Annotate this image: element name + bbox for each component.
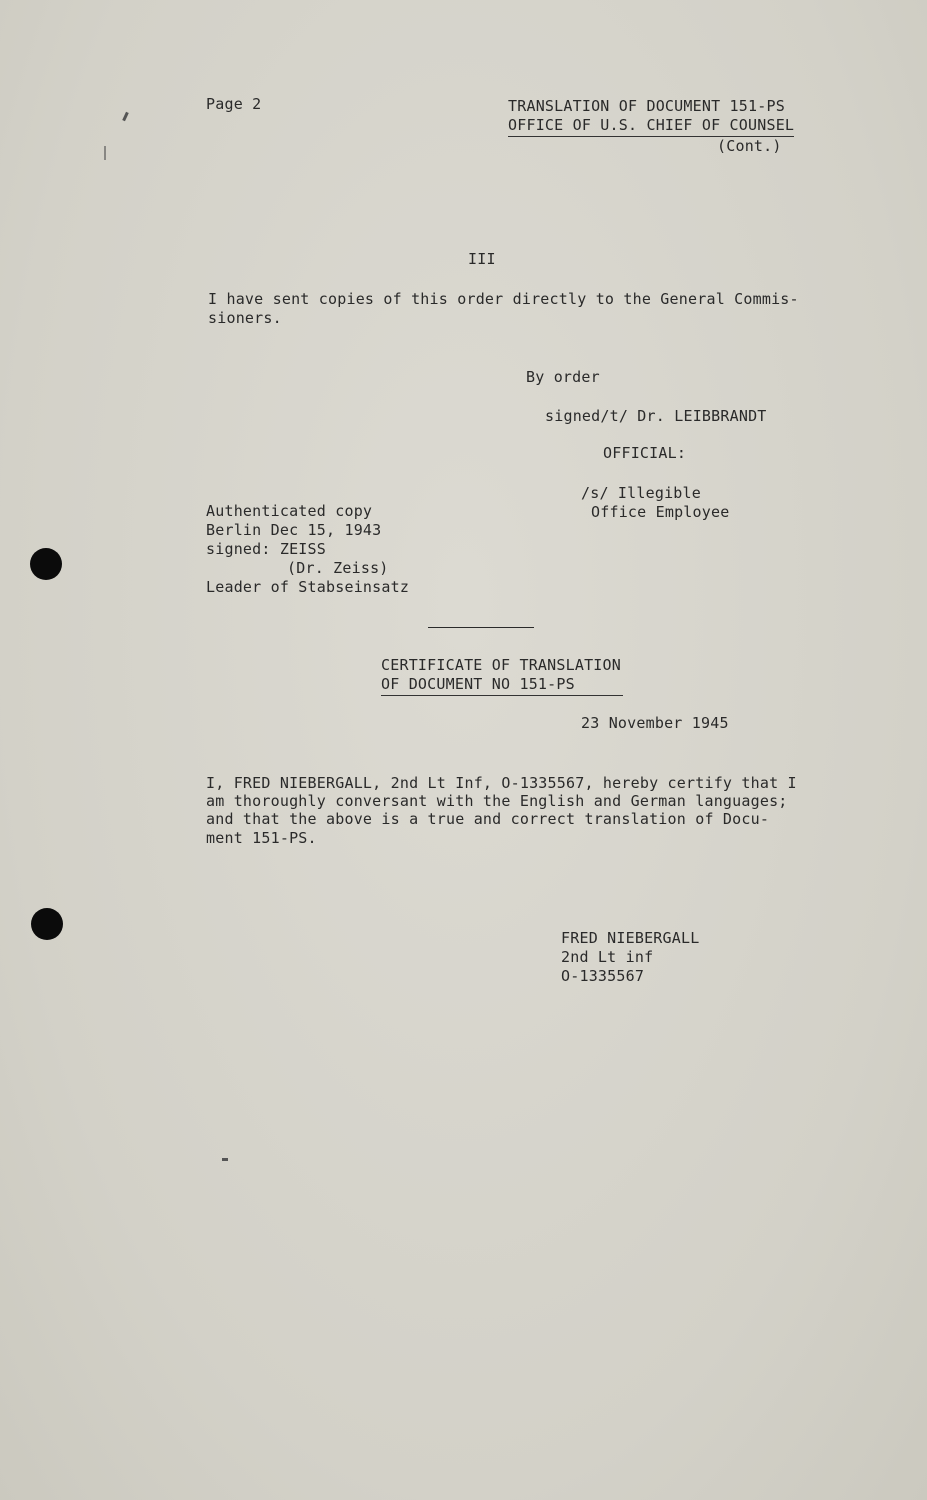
translator-serial: O-1335567 — [561, 967, 645, 985]
authentication-line: Berlin Dec 15, 1943 — [206, 521, 382, 539]
pencil-mark — [122, 112, 129, 121]
body-text-line: sioners. — [208, 309, 282, 327]
punch-hole-upper — [30, 548, 62, 580]
body-text-line: I have sent copies of this order directly to the General Commis- — [208, 290, 799, 308]
document-title: TRANSLATION OF DOCUMENT 151-PS — [508, 97, 785, 115]
authentication-line: signed: ZEISS — [206, 540, 326, 558]
signature-line: /s/ Illegible — [581, 484, 701, 502]
authentication-line: (Dr. Zeiss) — [287, 559, 389, 577]
office-title: OFFICE OF U.S. CHIEF OF COUNSEL — [508, 116, 794, 137]
official-label: OFFICIAL: — [603, 444, 687, 462]
translator-rank: 2nd Lt inf — [561, 948, 654, 966]
section-numeral: III — [468, 250, 496, 268]
by-order: By order — [526, 368, 600, 386]
certificate-title: CERTIFICATE OF TRANSLATION — [381, 656, 621, 674]
ink-dot — [222, 1158, 228, 1161]
signature-title: Office Employee — [591, 503, 730, 521]
certificate-body-line: and that the above is a true and correct translation of Docu- — [206, 810, 770, 828]
continued-label: (Cont.) — [717, 137, 782, 155]
certificate-body-line: I, FRED NIEBERGALL, 2nd Lt Inf, O-1335567, hereby certify that I — [206, 774, 797, 792]
page-number: Page 2 — [206, 95, 262, 113]
punch-hole-lower — [31, 908, 63, 940]
certificate-body-line: am thoroughly conversant with the English and German languages; — [206, 792, 788, 810]
certificate-subtitle: OF DOCUMENT NO 151-PS — [381, 675, 623, 696]
certificate-date: 23 November 1945 — [581, 714, 729, 732]
signed-line: signed/t/ Dr. LEIBBRANDT — [545, 407, 767, 425]
authentication-line: Leader of Stabseinsatz — [206, 578, 410, 596]
certificate-body-line: ment 151-PS. — [206, 829, 317, 847]
authentication-line: Authenticated copy — [206, 502, 373, 520]
translator-name: FRED NIEBERGALL — [561, 929, 700, 947]
pencil-mark — [104, 146, 106, 160]
section-divider — [428, 627, 534, 628]
